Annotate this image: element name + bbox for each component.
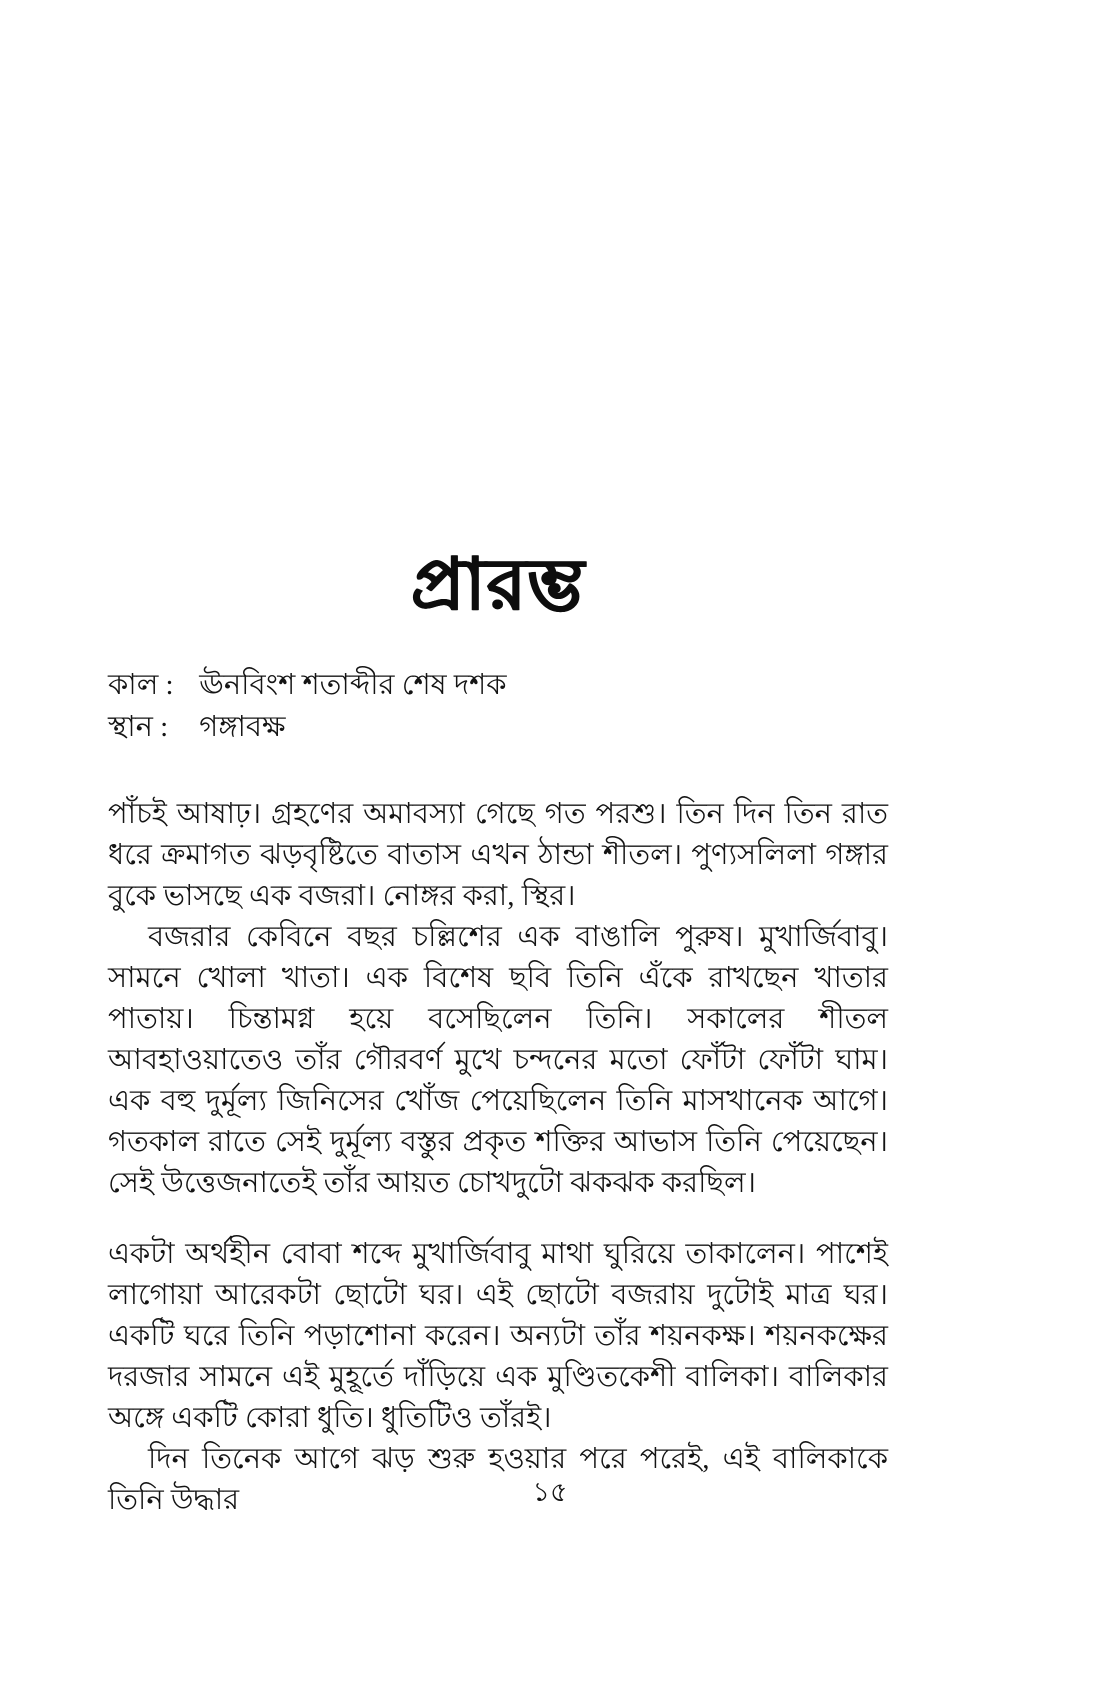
meta-label-place: স্থান : — [108, 710, 169, 743]
body-text — [108, 794, 888, 1521]
page-number: ১৫ — [532, 1477, 568, 1507]
paragraph: একটা অর্থহীন বোবা শব্দে মুখার্জিবাবু মাথা ঘুরিয়ে তাকালেন। পাশেই লাগোয়া আরেকটা ছোটো ঘর। এই ছোটো বজরায় দুটোই মাত্র ঘর। একটি ঘরে তিনি পড়াশোনা করেন। অন্যটা তাঁর শয়নকক্ষ। শয়নকক্ষের দরজার সামনে এই মুহূর্তে দাঁড়িয়ে এক মুণ্ডিতকেশী বালিকা। বালিকার অঙ্গে একটি কোরা ধুতি। ধুতিটিও তাঁরই। — [108, 1237, 888, 1434]
meta-label-time: কাল : — [108, 668, 174, 701]
meta-value-place: গঙ্গাবক্ষ — [199, 710, 286, 743]
paragraph: পাঁচই আষাঢ়। গ্রহণের অমাবস্যা গেছে গত পরশু। তিন দিন তিন রাত ধরে ক্রমাগত ঝড়বৃষ্টিতে বাতাস এখন ঠান্ডা শীতল। পুণ্যসলিলা গঙ্গার বুকে ভাসছে এক বজরা। নোঙ্গর করা, স্থির। — [108, 797, 888, 912]
meta-block — [108, 664, 888, 748]
meta-value-time: ঊনবিংশ শতাব্দীর শেষ দশক — [199, 668, 507, 701]
meta-line-time — [108, 664, 888, 706]
paragraph: দিন তিনেক আগে ঝড় শুরু হওয়ার পরে পরেই, এই বালিকাকে তিনি উদ্ধার — [108, 1442, 888, 1516]
paragraph: বজরার কেবিনে বছর চল্লিশের এক বাঙালি পুরুষ। মুখার্জিবাবু। সামনে খোলা খাতা। এক বিশেষ ছবি তিনি এঁকে রাখছেন খাতার পাতায়। চিন্তামগ্ন হয়ে বসেছিলেন তিনি। সকালের শীতল আবহাওয়াতেও তাঁর গৌরবর্ণ মুখে চন্দনের মতো ফোঁটা ফোঁটা ঘাম। এক বহু দুর্মূল্য জিনিসের খোঁজ পেয়েছিলেন তিনি মাসখানেক আগে। গতকাল রাতে সেই দুর্মূল্য বস্তুর প্রকৃত শক্তির আভাস তিনি পেয়েছেন। সেই উত্তেজনাতেই তাঁর আয়ত চোখদুটো ঝকঝক করছিল। — [108, 920, 888, 1199]
chapter-title: প্রারম্ভ — [410, 545, 586, 625]
meta-line-place — [108, 706, 888, 748]
